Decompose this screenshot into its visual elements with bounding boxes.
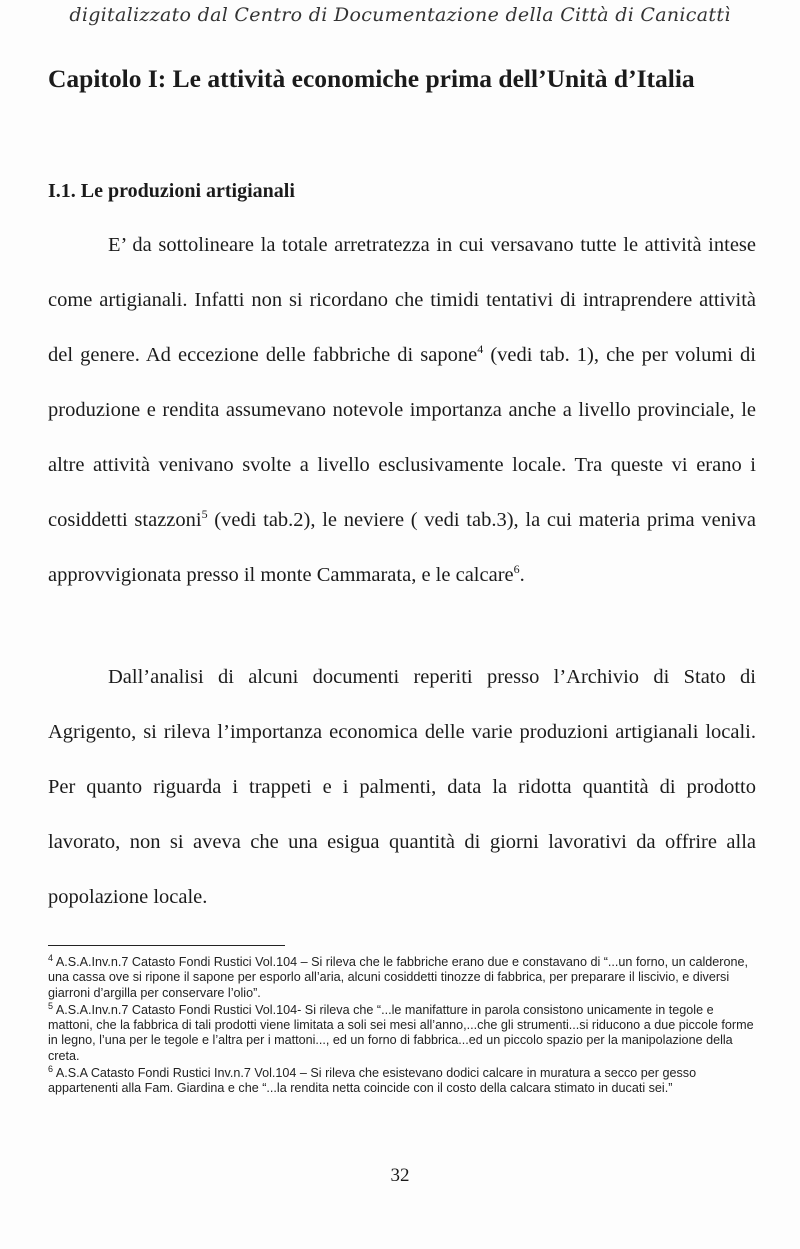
paragraph-text: (vedi tab.2), le neviere ( vedi tab.3), la cui materia prima veniva approvvigionata presso il monte Cammarata, e le calcare <box>48 509 757 586</box>
paragraph-text: E’ da sottolineare la totale arretratezza in cui versavano tutte le attività intese come artigianali. Infatti non si ricordano che timidi tentativi di intraprendere attività del genere. Ad eccezione delle fabbriche di sapone <box>48 234 756 366</box>
footnote-separator <box>48 945 285 946</box>
paragraph-text: (vedi tab. 1), che per volumi di produzione e rendita assumevano notevole importanza anche a livello provinciale, le altre attività venivano svolte a livello esclusivamente locale. Tra queste vi erano i cosiddetti stazzoni <box>48 344 756 531</box>
footnote-5 <box>48 1000 760 1064</box>
section-title: I.1. Le produzioni artigianali <box>48 180 295 202</box>
digitization-stamp: digitalizzato dal Centro di Documentazione della Città di Canicattì <box>69 4 731 26</box>
chapter-title: Capitolo I: Le attività economiche prima dell’Unità d’Italia <box>48 64 695 93</box>
page-number: 32 <box>390 1165 410 1186</box>
body-paragraph-2: Dall’analisi di alcuni documenti reperiti presso l’Archivio di Stato di Agrigento, si rileva l’importanza economica delle varie produzioni artigianali locali. Per quanto riguarda i trappeti e i palmenti, data la ridotta quantità di prodotto lavorato, non si aveva che una esigua quantità di giorni lavorativi da offrire alla popolazione locale. <box>48 666 756 908</box>
footnote-text: A.S.A.Inv.n.7 Catasto Fondi Rustici Vol.104 – Si rileva che le fabbriche erano due e constavano di “...un forno, un calderone, una cassa ove si ripone il sapone per esporlo all’aria, alcuni cosiddetti tinozze di fabbrica, per preparare il liscivio, e diversi giarroni d’argilla per conservare l’olio”. <box>48 955 748 1000</box>
footnotes <box>48 952 760 1099</box>
footnote-ref-5: 5 <box>201 507 208 522</box>
paragraph-text: . <box>519 564 525 586</box>
footnote-ref-4: 4 <box>477 342 484 357</box>
body-paragraph-1 <box>48 218 756 603</box>
footnote-text: A.S.A Catasto Fondi Rustici Inv.n.7 Vol.104 – Si rileva che esistevano dodici calcare in muratura a secco per gesso appartenenti alla Fam. Giardina e che “...la rendita netta coincide con il costo della calcara stimato in ducati sei.” <box>48 1066 697 1096</box>
footnote-number: 5 <box>48 1000 54 1011</box>
footnote-number: 4 <box>48 952 54 963</box>
footnote-number: 6 <box>48 1063 54 1074</box>
footnote-6 <box>48 1063 760 1097</box>
footnote-ref-6: 6 <box>513 562 520 577</box>
footnote-4 <box>48 952 760 1001</box>
footnote-text: A.S.A.Inv.n.7 Catasto Fondi Rustici Vol.104- Si rileva che “...le manifatture in parola consistono unicamente in tegole e mattoni, che la fabbrica di tali prodotti viene limitata a soli sei mesi all’anno,...che gli strumenti...si riducono a due piccole forme in legno, l’una per le tegole e l’altra per i mattoni..., ed un forno di fabbrica...ed un piccolo spazio per la manipolazione della creta. <box>48 1002 754 1063</box>
